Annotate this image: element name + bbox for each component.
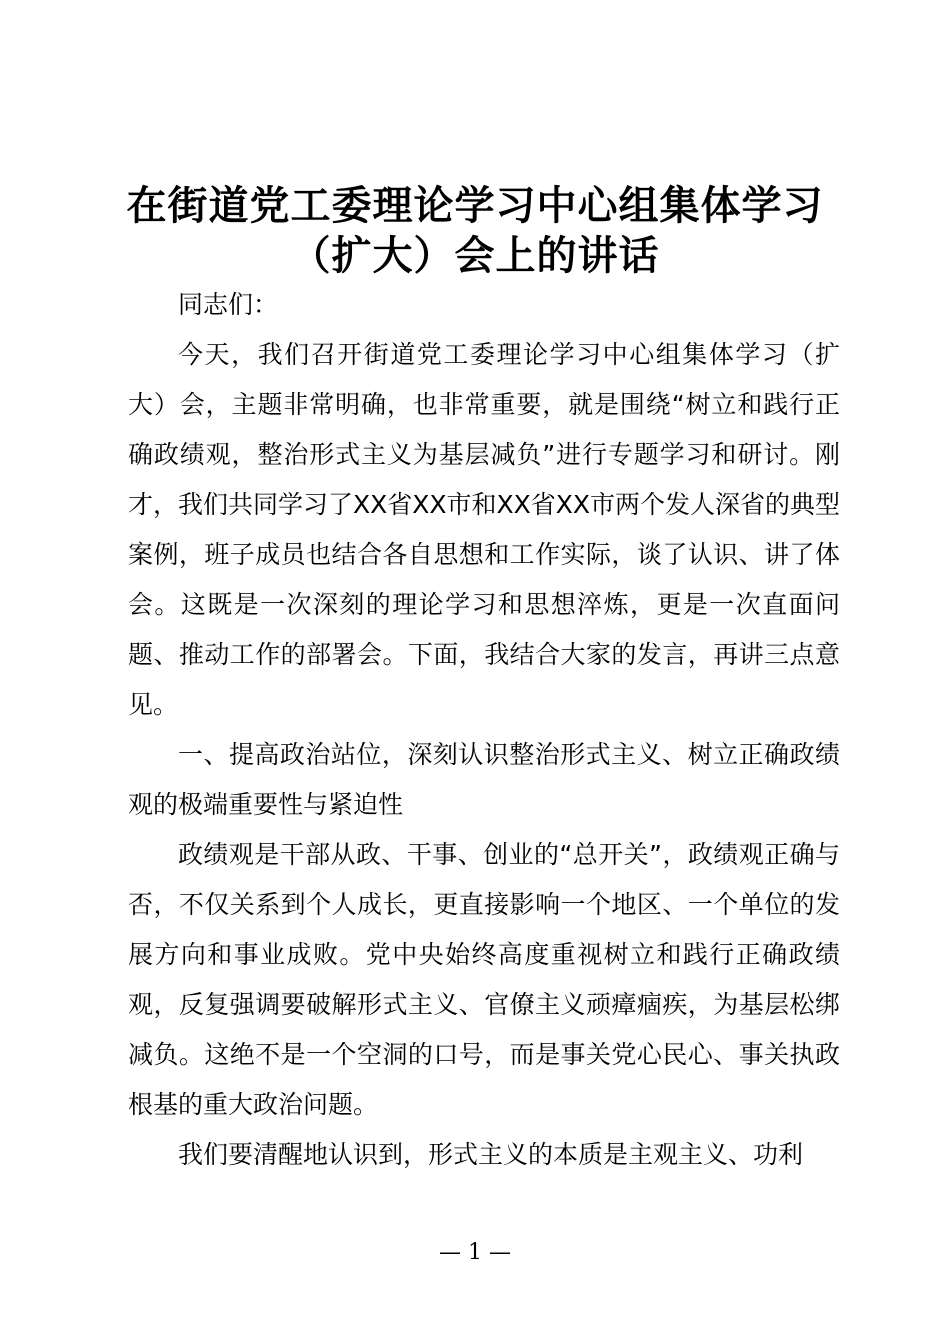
section-heading-1: 一、提高政治站位，深刻认识整治形式主义、树立正确政绩观的极端重要性与紧迫性 xyxy=(128,740,840,819)
document-title-line-1: 在街道党工委理论学习中心组集体学习 xyxy=(126,182,824,229)
document-body xyxy=(128,280,840,1180)
salutation: 同志们： xyxy=(178,290,279,319)
page-number: — 1 — xyxy=(439,1240,511,1265)
paragraph-2: 政绩观是干部从政、干事、创业的“总开关”，政绩观正确与否，不仅关系到个人成长，更直接影响一个地区、一个单位的发展方向和事业成败。党中央始终高度重视树立和践行正确政绩观，反复强调要破解形式主义、官僚主义顽瘴痼疾，为基层松绑减负。这绝不是一个空洞的口号，而是事关党心民心、事关执政根基的重大政治问题。 xyxy=(128,840,840,1119)
document-title-line-2: （扩大）会上的讲话 xyxy=(290,232,660,279)
paragraph-3: 我们要清醒地认识到，形式主义的本质是主观主义、功利 xyxy=(178,1140,804,1169)
paragraph-intro: 今天，我们召开街道党工委理论学习中心组集体学习（扩大）会，主题非常明确，也非常重要，就是围绕“树立和践行正确政绩观，整治形式主义为基层减负”进行专题学习和研讨。刚才，我们共同学习了XX省XX市和XX省XX市两个发人深省的典型案例，班子成员也结合各自思想和工作实际，谈了认识、讲了体会。这既是一次深刻的理论学习和思想淬炼，更是一次直面问题、推动工作的部署会。下面，我结合大家的发言，再讲三点意见。 xyxy=(128,340,841,719)
